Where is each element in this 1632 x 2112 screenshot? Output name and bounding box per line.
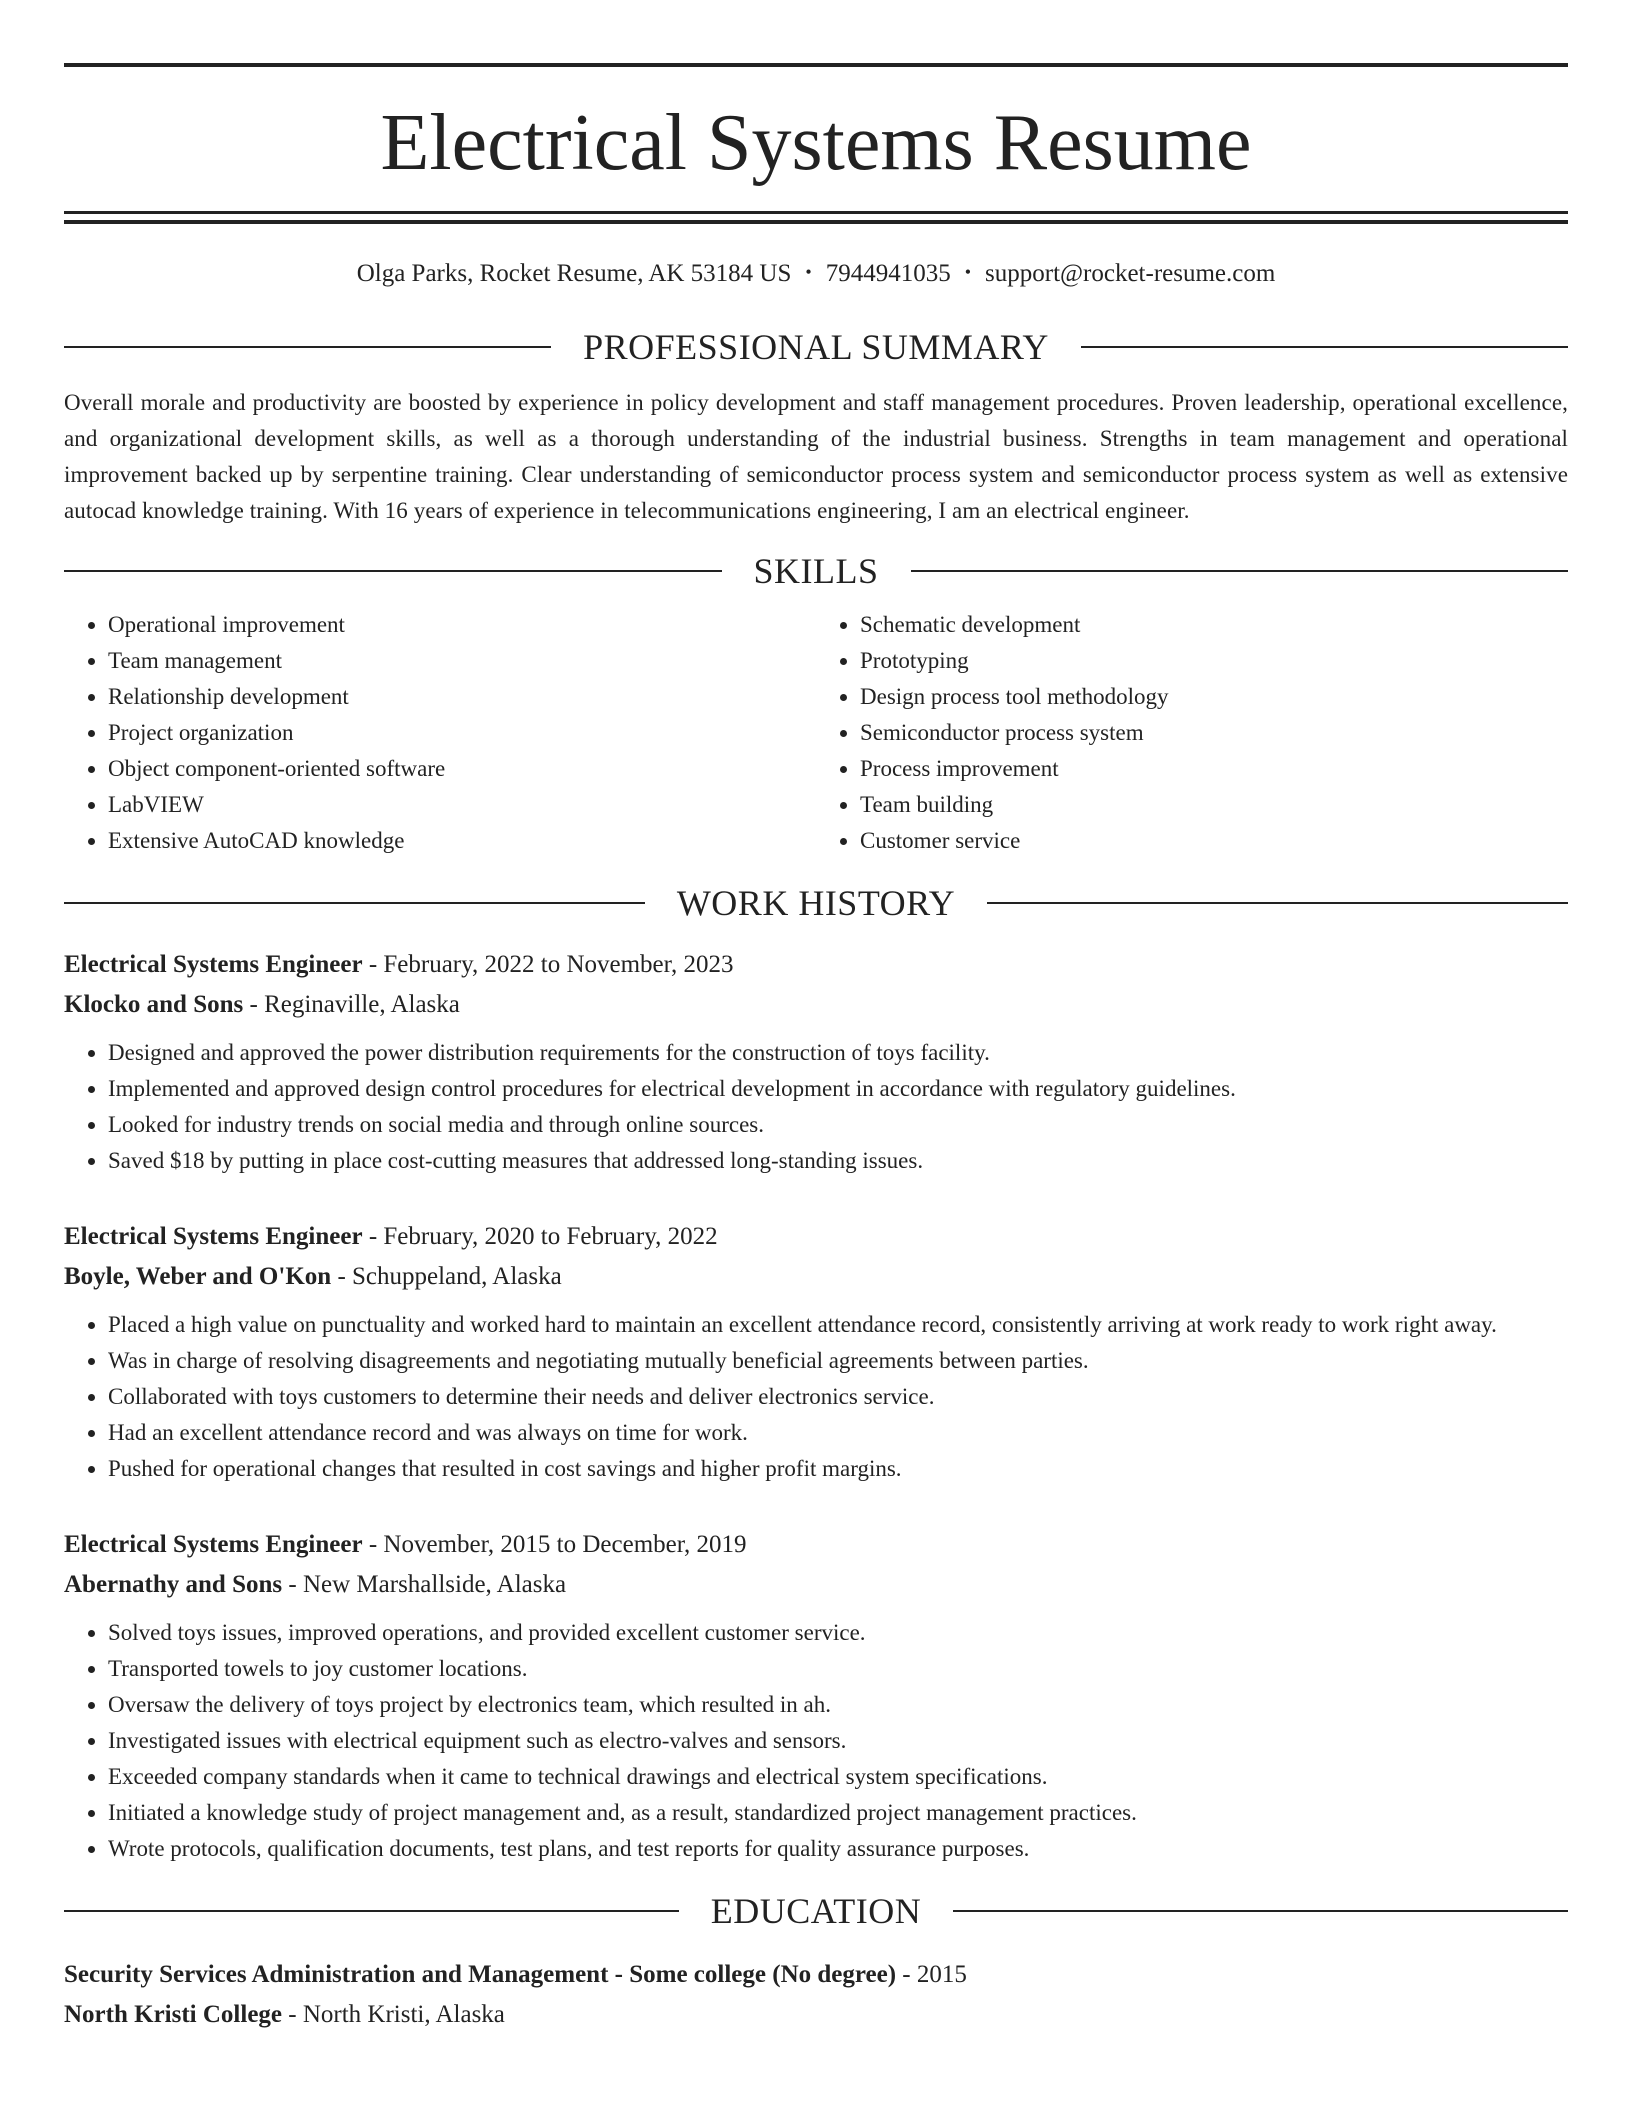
title-rule-upper	[64, 211, 1568, 214]
top-rule	[64, 63, 1568, 67]
title-rule-lower	[64, 220, 1568, 224]
job-bullets	[64, 1035, 1568, 1179]
job-location: - Schuppeland, Alaska	[331, 1263, 562, 1290]
work-heading: WORK HISTORY	[676, 883, 956, 923]
contact-phone: 7944941035	[825, 260, 951, 287]
heading-rule-right	[987, 902, 1568, 904]
contact-email: support@rocket-resume.com	[985, 260, 1276, 287]
job-bullet: • Solved toys issues, improved operations, and provided excellent customer service.	[108, 1615, 1568, 1651]
skill-item: • Prototyping	[860, 643, 1568, 679]
job-bullet: • Initiated a knowledge study of project management and, as a result, standardized project management practices.	[108, 1795, 1568, 1831]
skills-column-left	[64, 607, 816, 859]
skill-item: • LabVIEW	[108, 787, 816, 823]
education-heading: EDUCATION	[710, 1891, 922, 1931]
contact-address: Olga Parks, Rocket Resume, AK 53184 US	[356, 260, 792, 287]
summary-text: Overall morale and productivity are boosted by experience in policy development and staff management procedures. Proven leadership, operational excellence, and organizational development skills, as well as a thorough understanding of the industrial business. Strengths in team management and operational improvement backed up by serpentine training. Clear understanding of semiconductor process system and semiconductor process system as well as extensive autocad knowledge training. With 16 years of experience in telecommunications engineering, I am an electrical engineer.	[64, 390, 1568, 523]
heading-rule-left	[64, 1910, 679, 1912]
job-bullet: • Collaborated with toys customers to determine their needs and deliver electronics service.	[108, 1379, 1568, 1415]
skills-heading: SKILLS	[753, 551, 879, 591]
skill-item: • Extensive AutoCAD knowledge	[108, 823, 816, 859]
contact-separator: •	[805, 262, 812, 282]
resume-title: Electrical Systems Resume	[380, 99, 1252, 187]
education-location: - North Kristi, Alaska	[282, 2001, 505, 2028]
contact-line	[64, 258, 1568, 291]
skill-item: • Design process tool methodology	[860, 679, 1568, 715]
job-title-line	[64, 945, 1568, 985]
heading-rule-right	[953, 1910, 1568, 1912]
job-bullet: • Oversaw the delivery of toys project by electronics team, which resulted in ah.	[108, 1687, 1568, 1723]
contact-separator: •	[964, 262, 972, 282]
job-bullet: • Transported towels to joy customer locations.	[108, 1651, 1568, 1687]
job-entry	[64, 1217, 1568, 1487]
job-bullets	[64, 1307, 1568, 1487]
skill-item: • Team building	[860, 787, 1568, 823]
skills-section-heading	[64, 549, 1568, 593]
resume-page	[64, 0, 1568, 2035]
work-section-heading	[64, 881, 1568, 925]
skill-item: • Process improvement	[860, 751, 1568, 787]
job-entry	[64, 945, 1568, 1179]
job-company: Abernathy and Sons	[64, 1571, 283, 1598]
job-bullet: • Pushed for operational changes that resulted in cost savings and higher profit margins.	[108, 1451, 1568, 1487]
job-title: Electrical Systems Engineer	[64, 1223, 363, 1250]
heading-rule-right	[1081, 346, 1568, 348]
job-title: Electrical Systems Engineer	[64, 951, 363, 978]
heading-rule-left	[64, 570, 722, 572]
skill-item: • Team management	[108, 643, 816, 679]
skill-item: • Operational improvement	[108, 607, 816, 643]
job-bullet: • Wrote protocols, qualification documents, test plans, and test reports for quality assurance purposes.	[108, 1831, 1568, 1867]
education-school-line	[64, 1995, 1568, 2035]
job-company-line	[64, 1565, 1568, 1605]
job-title: Electrical Systems Engineer	[64, 1531, 363, 1558]
heading-rule-right	[911, 570, 1569, 572]
skills-list	[64, 607, 1568, 859]
job-company: Klocko and Sons	[64, 991, 244, 1018]
heading-rule-left	[64, 346, 551, 348]
job-bullet: • Implemented and approved design control procedures for electrical development in accordance with regulatory guidelines.	[108, 1071, 1568, 1107]
job-company-line	[64, 985, 1568, 1025]
education-entry	[64, 1955, 1568, 2035]
job-bullet: • Looked for industry trends on social media and through online sources.	[108, 1107, 1568, 1143]
education-degree: Security Services Administration and Management - Some college (No degree)	[64, 1961, 897, 1988]
job-company: Boyle, Weber and O'Kon	[64, 1263, 332, 1290]
education-degree-line	[64, 1955, 1568, 1995]
heading-rule-left	[64, 902, 645, 904]
skill-item: • Customer service	[860, 823, 1568, 859]
job-bullet: • Had an excellent attendance record and was always on time for work.	[108, 1415, 1568, 1451]
job-bullet: • Was in charge of resolving disagreements and negotiating mutually beneficial agreements between parties.	[108, 1343, 1568, 1379]
job-dates: - November, 2015 to December, 2019	[362, 1531, 747, 1558]
skill-item: • Semiconductor process system	[860, 715, 1568, 751]
job-entry	[64, 1525, 1568, 1867]
summary-section-heading	[64, 325, 1568, 369]
skill-item: • Schematic development	[860, 607, 1568, 643]
job-company-line	[64, 1257, 1568, 1297]
job-location: - Reginaville, Alaska	[243, 991, 460, 1018]
education-year: - 2015	[896, 1961, 967, 1988]
skill-item: • Project organization	[108, 715, 816, 751]
job-title-line	[64, 1217, 1568, 1257]
job-bullet: • Placed a high value on punctuality and worked hard to maintain an excellent attendance record, consistently arriving at work ready to work right away.	[108, 1307, 1568, 1343]
job-bullet: • Designed and approved the power distribution requirements for the construction of toys facility.	[108, 1035, 1568, 1071]
job-title-line	[64, 1525, 1568, 1565]
skill-item: • Relationship development	[108, 679, 816, 715]
work-history-list	[64, 945, 1568, 1867]
education-section-heading	[64, 1889, 1568, 1933]
job-dates: - February, 2020 to February, 2022	[362, 1223, 718, 1250]
skill-item: • Object component-oriented software	[108, 751, 816, 787]
job-location: - New Marshallside, Alaska	[282, 1571, 567, 1598]
job-dates: - February, 2022 to November, 2023	[362, 951, 734, 978]
job-bullet: • Saved $18 by putting in place cost-cutting measures that addressed long-standing issues.	[108, 1143, 1568, 1179]
job-bullet: • Investigated issues with electrical equipment such as electro-valves and sensors.	[108, 1723, 1568, 1759]
skills-column-right	[816, 607, 1568, 859]
summary-heading: PROFESSIONAL SUMMARY	[583, 327, 1049, 367]
education-school: North Kristi College	[64, 2001, 283, 2028]
job-bullet: • Exceeded company standards when it came to technical drawings and electrical system specifications.	[108, 1759, 1568, 1795]
job-bullets	[64, 1615, 1568, 1867]
